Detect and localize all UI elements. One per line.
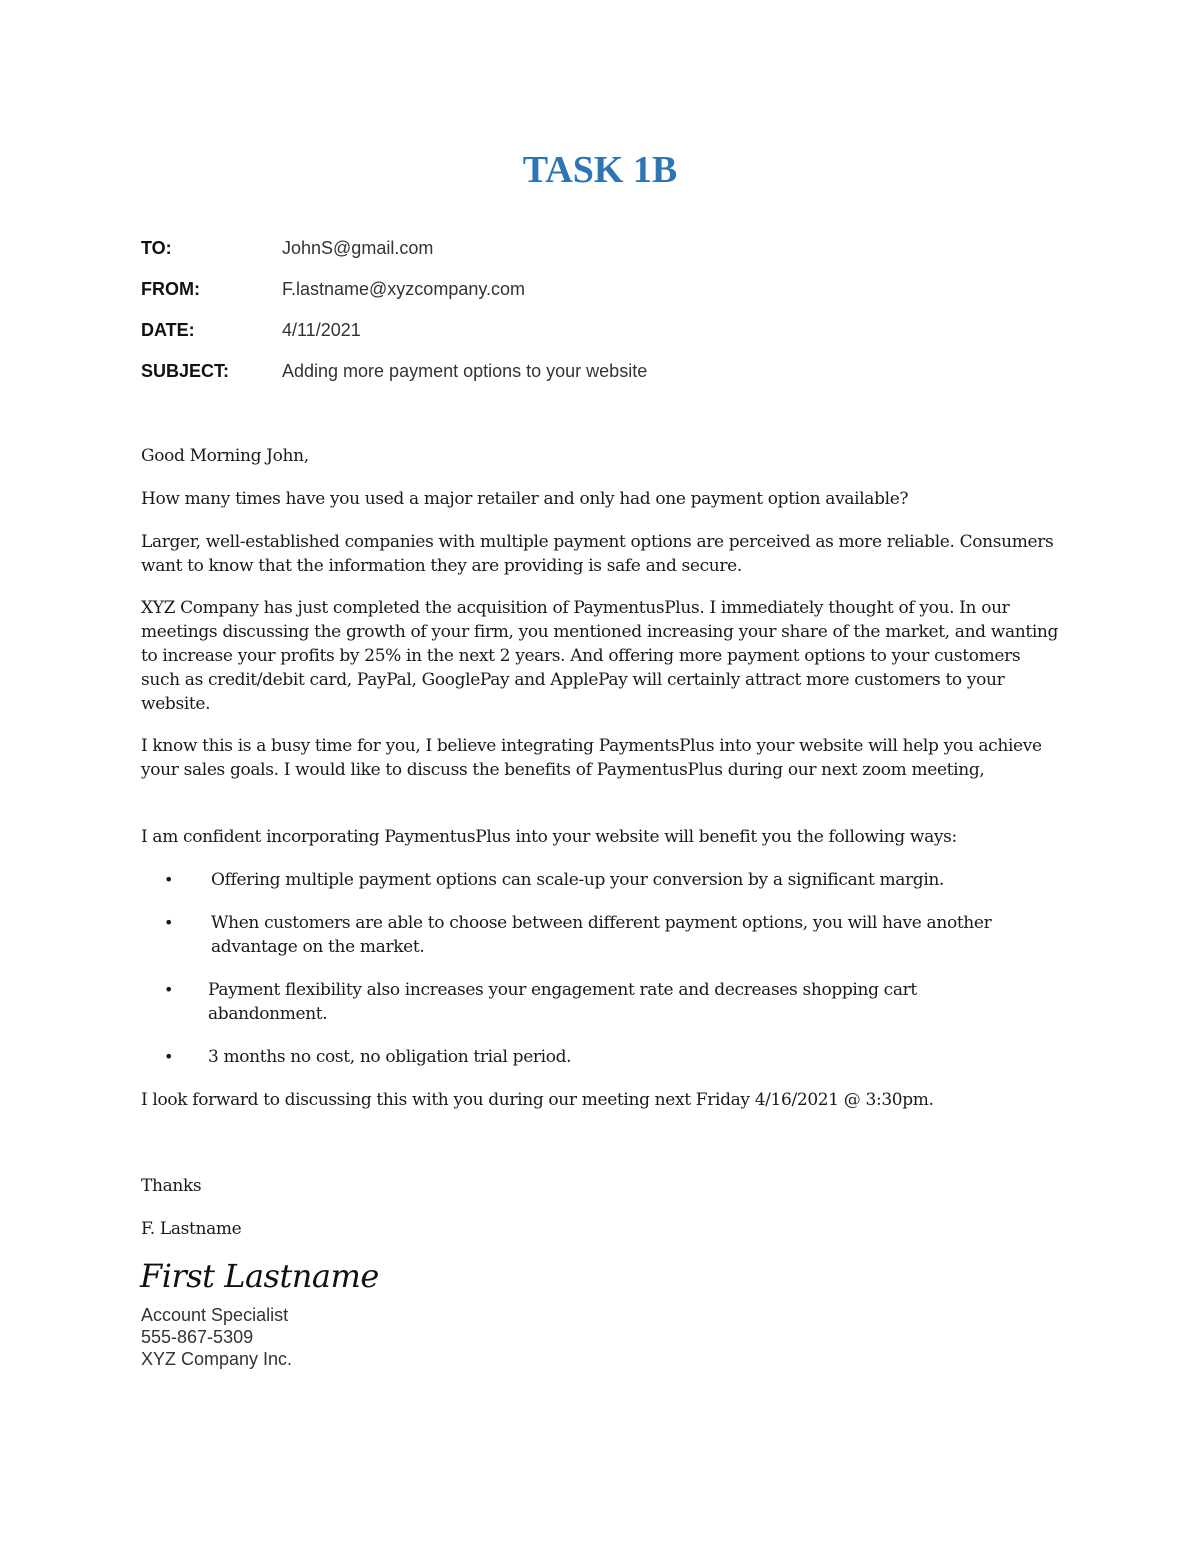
greeting: Good Morning John, — [141, 446, 309, 466]
paragraph-1: How many times have you used a major retailer and only had one payment option available? — [141, 489, 909, 509]
bullet-marker: • — [164, 870, 174, 889]
bullet-item-3: Payment flexibility also increases your engagement rate and decreases shopping cart abandonment. — [208, 980, 917, 1024]
from-label: FROM: — [141, 279, 200, 299]
sender-company: XYZ Company Inc. — [141, 1349, 293, 1369]
paragraph-5: I am confident incorporating PaymentusPlus into your website will benefit you the following ways: — [141, 827, 957, 847]
bullet-marker: • — [164, 980, 174, 999]
bullet-item-4: 3 months no cost, no obligation trial period. — [208, 1047, 572, 1067]
to-value: JohnS@gmail.com — [282, 238, 434, 258]
paragraph-4: I know this is a busy time for you, I believe integrating PaymentsPlus into your website will help you achieve your sales goals. I would like to discuss the benefits of PaymentusPlus during our next zoom meeting, — [141, 736, 1042, 780]
bullet-item-2: When customers are able to choose between different payment options, you will have another advantage on the market. — [211, 913, 992, 957]
from-value: F.lastname@xyzcompany.com — [282, 279, 526, 299]
bullet-marker: • — [164, 1047, 174, 1066]
sender-phone: 555-867-5309 — [141, 1327, 254, 1347]
date-label: DATE: — [141, 320, 195, 340]
sender-role: Account Specialist — [141, 1305, 289, 1325]
thanks-line: Thanks — [141, 1176, 202, 1196]
date-value: 4/11/2021 — [282, 320, 361, 340]
bullet-item-1: Offering multiple payment options can scale-up your conversion by a significant margin. — [211, 870, 945, 890]
subject-label: SUBJECT: — [141, 361, 230, 381]
sender-name: F. Lastname — [141, 1219, 242, 1239]
paragraph-3: XYZ Company has just completed the acquisition of PaymentusPlus. I immediately thought of you. In our meetings discussing the growth of your firm, you mentioned increasing your share of the market, and wanting to increase your profits by 25% in the next 2 years. And offering more payment options to your customers such as credit/debit card, PayPal, GooglePay and ApplePay will certainly attract more customers to your website. — [141, 598, 1059, 714]
subject-value: Adding more payment options to your website — [282, 361, 648, 381]
closing-paragraph: I look forward to discussing this with you during our meeting next Friday 4/16/2021 @ 3:30pm. — [141, 1090, 934, 1110]
bullet-marker: • — [164, 913, 174, 932]
page-title: TASK 1B — [522, 149, 678, 191]
handwritten-signature: First Lastname — [140, 1257, 379, 1295]
paragraph-2: Larger, well-established companies with multiple payment options are perceived as more reliable. Consumers want to know that the information they are providing is safe and secure. — [141, 532, 1054, 576]
to-label: TO: — [141, 238, 172, 258]
